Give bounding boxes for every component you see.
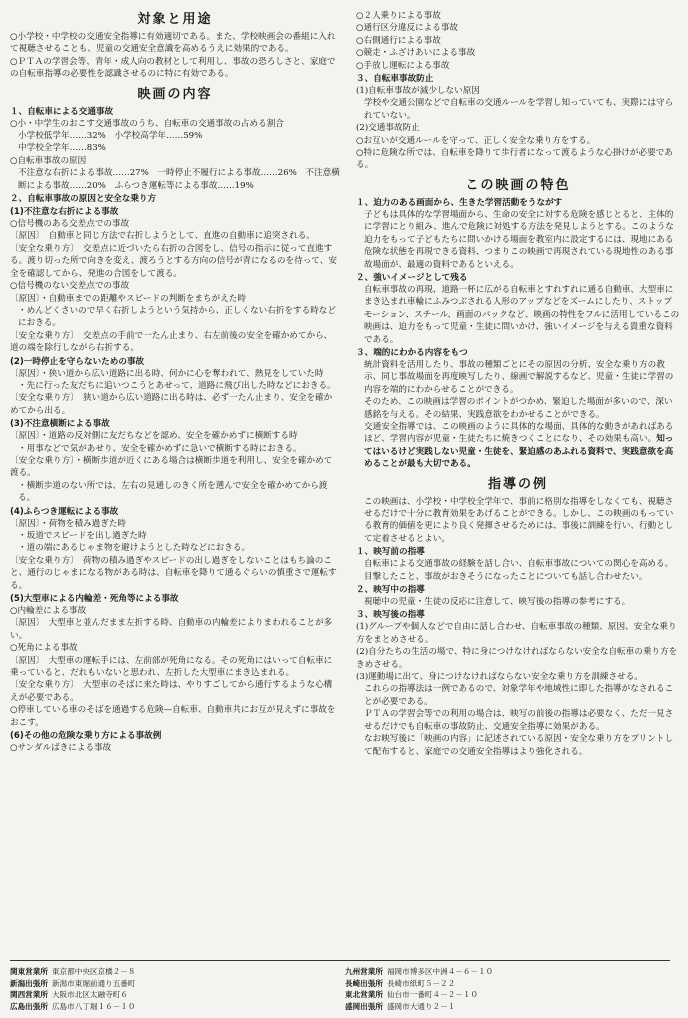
office-address: 新潟市東堀前通り五番町 — [51, 978, 136, 988]
paragraph: ○停車している車のそばを通過する危険—自転車、自動車共にお互が見えずに事故をおこす。 — [10, 705, 336, 728]
heading: １、自転車による交通事故 — [10, 106, 114, 117]
paragraph: ○右側通行による事故 — [356, 35, 441, 46]
paragraph: ○お互いが交通ルールを守って、正しく安全な乗り方をする。 — [356, 135, 596, 146]
statistic: 小学校低学年……32% 小学校高学年……59% — [18, 131, 203, 142]
subheading: (2)一時停止を守らないための事故 — [10, 356, 145, 367]
paragraph: 自転車による交通事故の経験を話し合い、自転車事故についての関心を高める。目撃したこと、事故がおきそうになったことについても話し合わせたい。 — [364, 559, 674, 582]
statistic: 中学校全学年……83% — [18, 143, 106, 154]
paragraph: ・道の端にあるじゃま物を避けようとした時などにおきる。 — [18, 543, 251, 554]
paragraph: (2)交通事故防止 — [356, 123, 420, 134]
paragraph: (1)自転車事故が減少しない原因 — [356, 86, 480, 97]
office-name: 関東営業所 — [10, 967, 48, 976]
office-address: 長崎市紙町５－２２ — [386, 978, 456, 988]
paragraph: ○手放し運転による事故 — [356, 60, 450, 71]
office-name: 新潟出張所 — [10, 978, 48, 988]
office-address: 仙台市一番町４－２－１０ — [386, 990, 479, 999]
paragraph: 〔原因〕・道路の反対側に友だちなどを認め、安全を確かめずに横断する時 — [10, 431, 298, 442]
paragraph: 〔安全な乗り方〕 交差点の手前で一たん止まり、右左前後の安全を確かめてから、道の端を除行しながら右折する。 — [10, 330, 333, 354]
section-title-guidance: 指導の例 — [487, 476, 548, 492]
paragraph: ・坂道でスピードを出し過ぎた時 — [18, 531, 147, 541]
heading: １、映写前の指導 — [356, 547, 425, 558]
office-entry — [10, 989, 335, 1001]
paragraph-text: 交通安全指導では、この映画のように具体的な場面、具体的な動きがあればあるほど、学習内容が児童・生徒たちに焼きつくことになり、その効果も高い。 — [364, 421, 674, 445]
subheading: (5)大型車による内輪差・死角等による事故 — [10, 594, 179, 605]
office-entry — [345, 1001, 670, 1013]
paragraph: ・横断歩道のない所では、左右の見通しのきく所を選んで安全を確かめてから渡る。 — [18, 480, 328, 504]
office-entry — [345, 989, 670, 1001]
heading: ２、自転車事故の原因と安全な乗り方 — [10, 194, 157, 205]
heading: ２、映写中の指導 — [356, 585, 425, 596]
office-name: 東北営業所 — [345, 990, 383, 999]
paragraph: ・用事などで気があせり、安全を確かめずに急いで横断する時におきる。 — [18, 443, 302, 454]
paragraph: 〔原因〕・狭い道から広い道路に出る時、何かに心を奪われて、熱見をしていた時 — [10, 368, 324, 379]
paragraph: 学校や交通公園などで自転車の交通ルールを学習し知っていても、実際には守られていない。 — [364, 98, 674, 121]
office-entry — [10, 978, 335, 990]
office-entry — [345, 966, 670, 978]
paragraph: ○２人乗りによる事故 — [356, 11, 441, 21]
paragraph: 〔原因〕 自動車と同じ方法で右折しようとして、直進の自動車に追突される。 — [10, 231, 315, 242]
office-name: 広島出張所 — [10, 1001, 48, 1011]
paragraph: 〔安全な乗り方〕 狭い道から広い道路に出る時は、必ず一たん止まり、安全を確かめてから出る。 — [10, 393, 333, 416]
paragraph: ○ＰＴＡの学習会等、青年・成人向の教材として利用し、事故の恐ろしさと、家庭での自転車指導の必要性を認識させるのに特に有効である。 — [10, 56, 336, 80]
subheading: (3)不注意横断による事故 — [10, 419, 110, 430]
office-address: 盛岡市大通り２－１ — [386, 1001, 456, 1011]
paragraph: ○信号機のある交差点での事故 — [10, 219, 130, 230]
paragraph: 自転車事故の再現、道路一杯に広がる自転車とすれすれに通る自動車、大型車にまき込まれ車輪にふみつぶされる人形のアップなどをズームにしたり、ストップモーション、スチール、画面のバックなど、映画の特性をフルに活用しているこの映画は、迫力をもって児童・生徒に問いかけ、強いイメージを与える貴重な資料である。 — [364, 284, 680, 345]
paragraph: ・先に行った友だちに追いつこうとあせって、道路に飛び出した時などにおきる。 — [18, 380, 336, 391]
paragraph: ○競走・ふざけあいによる事故 — [356, 48, 476, 59]
paragraph: この映画は、小学校・中学校全学年で、事前に格別な指導をしなくても、視聴させるだけで十分に教育効果をあげることができる。しかし、この映画のもっている教育的価値を更により良く発揮させるためには、事後に訓練を行い、行動として定着させるとよい。 — [364, 496, 674, 544]
paragraph: ○小・中学生のおこす交通事故のうち、自転車の交通事故の占める割合 — [10, 118, 284, 129]
paragraph: ○サンダルばきによる事故 — [10, 743, 112, 754]
paragraph: 〔安全な乗り方〕・横断歩道が近くにある場合は横断歩道を利用し、安全を確かめて渡る。 — [10, 455, 333, 479]
heading: １、迫力のある画面から、生きた学習活動をうながす — [356, 197, 563, 208]
paragraph: これらの指導法は一例であるので、対象学年や地域性に即した指導がなされることが必要である。 — [364, 684, 674, 707]
paragraph: ○通行区分違反による事故 — [356, 23, 459, 34]
paragraph: ○死角による事故 — [10, 643, 78, 654]
office-address: 大阪市北区太融寺町６ — [51, 990, 128, 999]
office-list-footer — [10, 960, 670, 1012]
paragraph: 〔原因〕 大型車の運転手には、左前部が死角になる。その死角にはいって自転車に乗っていると、だれもいないと思われ、左折した大型車にまき込まれる。 — [10, 655, 333, 679]
paragraph: 視聴中の児童・生徒の反応に注意して、映写後の指導の参考にする。 — [364, 597, 631, 608]
heading: ３、自転車事故防止 — [356, 74, 434, 85]
paragraph: 子どもは具体的な学習場面から、生命の安全に対する危険を感じとると、主体的に学習にとり組み、進んで危険に対処する方法を発見しようとする。このような迫力をもって子どもたちに問いかける場面を教室内に設定するには、現地にある危険な状態を再現できる資料、つまりこの映画で再現されている現地性のある事故場面が、最適の資料であるといえる。 — [364, 209, 674, 270]
office-name: 長崎出張所 — [345, 978, 383, 988]
paragraph: なお映写後に「映画の内容」に記述されている原因・安全な乗り方をプリントして配布すると、家庭での交通安全指導はより強化される。 — [364, 734, 674, 757]
paragraph: 〔原因〕・荷物を積み過ぎた時 — [10, 518, 127, 529]
paragraph: 〔安全な乗り方〕 荷物の積み過ぎやスピードの出し過ぎをしないことはもち論のこと、通行のじゃまになる物がある時は、自転車を降りて通るぐらいの慎重さで運転する。 — [10, 555, 337, 591]
paragraph: ○特に危険な所では、自転車を降りて歩行者になって渡るような心掛けが必要である。 — [356, 148, 673, 171]
subheading: (1)不注意な右折による事故 — [10, 207, 119, 218]
office-entry — [345, 978, 670, 990]
paragraph: ○小学校・中学校の交通安全指導に有効適切である。また、学校映画会の番組に入れて視聴させることも、児童の交通安全意識を高めるうえに効果的である。 — [10, 32, 336, 55]
emphasis-text: 知ってはいるけど実践しない児童・生徒を、緊迫感のあふれる資料で、実践意欲を高めることが最も大切である。 — [364, 434, 674, 470]
paragraph: (1)グループや個人などで自由に話し合わせ、自転車事故の種類、原因、安全な乗り方をまとめさせる。 — [356, 622, 677, 645]
left-column — [10, 10, 340, 755]
paragraph: ○信号機のない交差点での事故 — [10, 281, 130, 292]
office-address: 東京都中央区京橋２－８ — [51, 967, 136, 976]
paragraph: 〔原因〕 大型車と並んだまま左折する時、自動車の内輪差によりまわれることが多い。 — [10, 618, 333, 641]
heading: ３、映写後の指導 — [356, 610, 425, 621]
subheading: (6)その他の危険な乗り方による事故例 — [10, 731, 162, 742]
office-name: 盛岡出張所 — [345, 1001, 383, 1011]
section-title-content: 映画の内容 — [137, 86, 213, 102]
paragraph: (3)運動場に出て、身につけなければならない安全な乗り方を訓練させる。 — [356, 672, 643, 683]
statistic: 不注意な右折による事故……27% 一時停止不履行による事故……26% 不注意横断による事故……20% ふらつき運転等による事故……19% — [18, 168, 340, 191]
paragraph — [356, 421, 680, 471]
office-address: 広島市八丁堀１６－１０ — [51, 1001, 136, 1011]
paragraph: そのため、この映画は学習のポイントがつかめ、緊迫した場面が多いので、深い感銘を与える。その結果、実践意欲をわかせることができる。 — [364, 397, 673, 420]
paragraph: ＰＴＡの学習会等での利用の場合は、映写の前後の指導は必要なく、ただ一見させるだけでも自転車の事故防止、交通安全指導に効果がある。 — [364, 709, 674, 732]
paragraph: (2)自分たちの生活の場で、特に身につけなければならない安全な自転車の乗り方をきめさせる。 — [356, 647, 678, 670]
paragraph: ○自転車事故の原因 — [10, 155, 87, 166]
section-title-features: この映画の特色 — [465, 177, 571, 193]
section-title-target: 対象と用途 — [137, 12, 213, 27]
paragraph: 〔安全な乗り方〕 交差点に近づいたら右折の合図をし、信号の指示に従って直進する。渡り切った所で向きを変え、渡ろうとする方向の信号が青になるのを待って、安全を確認してから、発進の合図をして渡る。 — [10, 243, 337, 279]
office-name: 関西営業所 — [10, 990, 48, 999]
subheading: (4)ふらつき運転による事故 — [10, 506, 119, 517]
paragraph: ・めんどくさいので早く右折しようという気持から、正しくない右折をする時などにおきる。 — [18, 305, 336, 329]
office-entry — [10, 1001, 335, 1013]
office-address: 福岡市博多区中洲４－６－１０ — [386, 967, 494, 976]
paragraph: 〔安全な乗り方〕 大型車のそばに来た時は、やりすごしてから通行するような心構えが必要である。 — [10, 680, 333, 703]
office-name: 九州営業所 — [345, 967, 383, 976]
paragraph: ○内輪差による事故 — [10, 606, 87, 617]
right-column — [356, 10, 680, 758]
heading: ２、強いイメージとして残る — [356, 272, 468, 283]
heading: ３、端的にわかる内容をもつ — [356, 347, 468, 358]
office-entry — [10, 966, 335, 978]
paragraph: 〔原因〕・自動車までの距離やスピードの判断をまちがえた時 — [10, 293, 246, 304]
paragraph: 統計資料を活用したり、事故の種類ごとにその原因の分析、安全な乗り方の教示、同じ事故場面を再度映写したり、線画で解説するなど、児童・生徒に学習の内容を端的にわからせることができる。 — [364, 359, 674, 395]
